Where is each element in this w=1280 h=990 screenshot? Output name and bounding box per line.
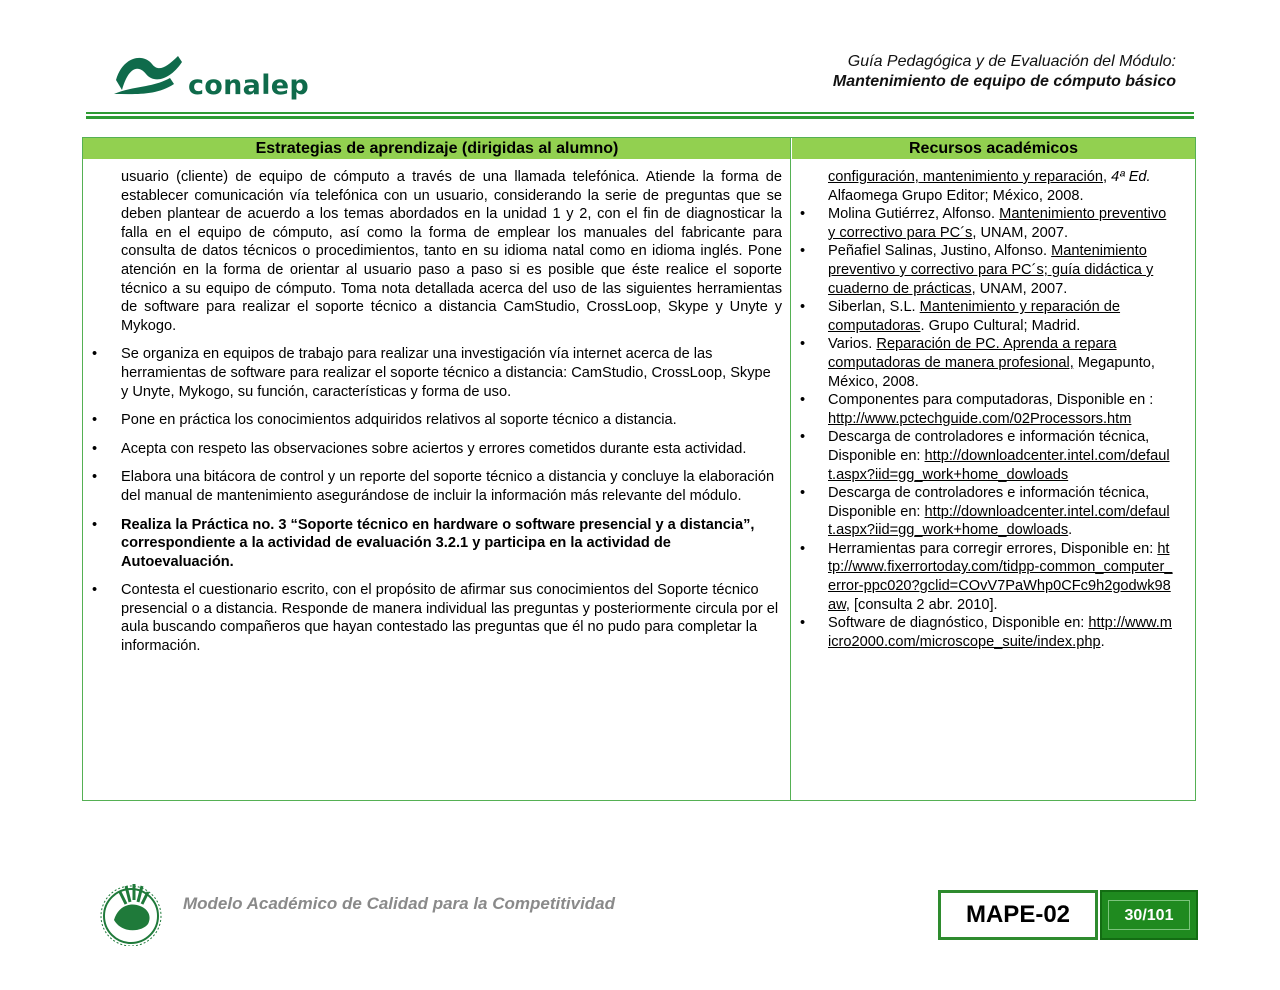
list-item: • Realiza la Práctica no. 3 “Soporte técnico en hardware o software presencial y a distancia”, correspondiente a la actividad de evaluación 3.2.1 y participa en la actividad de Autoevaluación. (92, 516, 755, 570)
header-strategies: Estrategias de aprendizaje (dirigidas al alumno) (83, 138, 791, 159)
bullet-icon: • (800, 429, 806, 446)
resource-url[interactable]: http://downloadcenter.intel.com/default.aspx?iid=gg_work+home_dowloads (828, 503, 1170, 539)
resource-url[interactable]: http://www.pctechguide.com/02Processors.htm (828, 410, 1132, 427)
bullet-icon: • (800, 615, 806, 632)
list-item: • Descarga de controladores e información técnica, Disponible en: http://downloadcenter.intel.com/default.aspx?iid=gg_work+home_dowloads (800, 429, 1170, 483)
resources-column (800, 168, 1173, 651)
conalep-swirl-icon (112, 50, 184, 96)
bullet-icon: • (92, 469, 98, 486)
logo-wordmark: conalep (188, 70, 309, 101)
title-line-1: Guía Pedagógica y de Evaluación del Módulo: (847, 53, 1176, 70)
list-item: • Contesta el cuestionario escrito, con el propósito de afirmar sus conocimientos del Soporte técnico presencial o a distancia. Responde de manera individual las preguntas y posteriormente circula por el aula buscando compañeros que hayan contestado las preguntas que él no pudo para completar la información. (92, 582, 779, 655)
list-item: • Varios. Reparación de PC. Aprenda a repara computadoras de manera profesional, Megapunto, México, 2008. (800, 336, 1155, 390)
document-title (833, 52, 1176, 92)
strategy-list (92, 345, 782, 655)
resource-list (800, 205, 1173, 651)
bullet-icon: • (92, 412, 98, 429)
footer-tagline: Modelo Académico de Calidad para la Competitividad (183, 894, 616, 913)
modelo-academico-seal (96, 876, 166, 946)
list-item: • Componentes para computadoras, Disponible en : http://www.pctechguide.com/02Processors.htm (800, 392, 1154, 427)
resource-url[interactable]: http://downloadcenter.intel.com/default.aspx?iid=gg_work+home_dowloads (828, 447, 1170, 483)
title-line-2: Mantenimiento de equipo de cómputo básico (832, 73, 1176, 90)
document-code: MAPE-02 (938, 890, 1098, 940)
content-table (82, 137, 1196, 801)
resource-link[interactable]: Mantenimiento preventivo y correctivo para PC´s (828, 206, 1167, 241)
list-item: • Pone en práctica los conocimientos adquiridos relativos al soporte técnico a distancia. (92, 412, 677, 429)
seal-icon (96, 876, 166, 946)
list-item: • Siberlan, S.L. Mantenimiento y reparación de computadoras. Grupo Cultural; Madrid. (800, 299, 1121, 334)
resource-url[interactable]: http://www.fixerrortoday.com/tidpp-common_computer_error-ppc020?gclid=COvV7PaWhp0CFc9h2godwk98aw (828, 540, 1173, 613)
strategy-intro: usuario (cliente) de equipo de cómputo a través de una llamada telefónica. Atiende la forma de establecer comunicación vía telefónica con un usuario, considerando la serie de preguntas que se deben plantear de acuerdo a los temas abordados en la unidad 1 y 2, con el fin de diagnosticar la falla en el equipo de cómputo, así como la forma de emplear los manuales del fabricante para consulta de datos técnicos o procedimientos, tanto en su idioma natal como en idioma inglés. Pone atención en la forma de orientar al usuario paso a paso si es posible que éste realice el soporte técnico a su equipo de cómputo. Toma nota detallada acerca del uso de las siguientes herramientas de software para realizar el soporte técnico a distancia CamStudio, CrossLoop, Skype y Unyte y Mykogo. (121, 169, 782, 334)
bullet-icon: • (800, 485, 806, 502)
bullet-icon: • (800, 392, 806, 409)
strategies-column (92, 168, 782, 666)
list-item: • Molina Gutiérrez, Alfonso. Mantenimiento preventivo y correctivo para PC´s, UNAM, 2007. (800, 206, 1167, 241)
column-divider (790, 138, 791, 800)
bullet-icon: • (92, 440, 98, 457)
list-item: • Se organiza en equipos de trabajo para realizar una investigación vía internet acerca de las herramientas de software para realizar el soporte técnico a distancia: CamStudio, CrossLoop, Skype y Unyte, Mykogo, su función, características y forma de uso. (92, 346, 771, 400)
conalep-logo (112, 48, 312, 108)
resource-link[interactable]: Mantenimiento preventivo y correctivo para PC´s; guía didáctica y cuaderno de prácticas (828, 243, 1154, 297)
list-item: • Elabora una bitácora de control y un reporte del soporte técnico a distancia y concluye la elaboración del manual de mantenimiento asegurándose de incluir la información más relevante del módulo. (92, 469, 775, 504)
resource-url[interactable]: http://www.micro2000.com/microscope_suite/index.php (828, 615, 1172, 650)
list-item: • Peñafiel Salinas, Justino, Alfonso. Mantenimiento preventivo y correctivo para PC´s; guía didáctica y cuaderno de prácticas, UNAM, 2007. (800, 243, 1154, 297)
list-item: • Descarga de controladores e información técnica, Disponible en: http://downloadcenter.intel.com/default.aspx?iid=gg_work+home_dowloads. (800, 485, 1170, 539)
resource-continued: configuración, mantenimiento y reparación, 4ª Ed. Alfaomega Grupo Editor; México, 2008. (828, 169, 1151, 204)
bullet-icon: • (800, 540, 806, 557)
bullet-icon: • (800, 336, 806, 353)
bullet-icon: • (92, 346, 98, 363)
resource-link[interactable]: configuración, mantenimiento y reparación (828, 169, 1104, 185)
bullet-icon: • (800, 243, 806, 260)
header-resources: Recursos académicos (792, 138, 1195, 159)
header-rule-thick (86, 116, 1194, 119)
list-item: • Acepta con respeto las observaciones sobre aciertos y errores cometidos durante esta actividad. (92, 440, 747, 457)
bullet-icon: • (92, 516, 98, 533)
header-rule-thin (86, 112, 1194, 114)
page-number: 30/101 (1108, 900, 1190, 930)
resource-link[interactable]: Reparación de PC. Aprenda a repara computadoras de manera profesional, (828, 336, 1117, 371)
bullet-icon: • (92, 582, 98, 599)
list-item: • Software de diagnóstico, Disponible en: http://www.micro2000.com/microscope_suite/index.php. (800, 615, 1172, 650)
page-number-box (1100, 890, 1198, 940)
list-item: • Herramientas para corregir errores, Disponible en: http://www.fixerrortoday.com/tidpp-common_computer_error-ppc020?gclid=COvV7PaWhp0CFc9h2godwk98aw, [consulta 2 abr. 2010]. (800, 540, 1173, 613)
bullet-icon: • (800, 206, 806, 223)
resource-link[interactable]: Mantenimiento y reparación de computadoras (828, 299, 1121, 334)
bullet-icon: • (800, 299, 806, 316)
